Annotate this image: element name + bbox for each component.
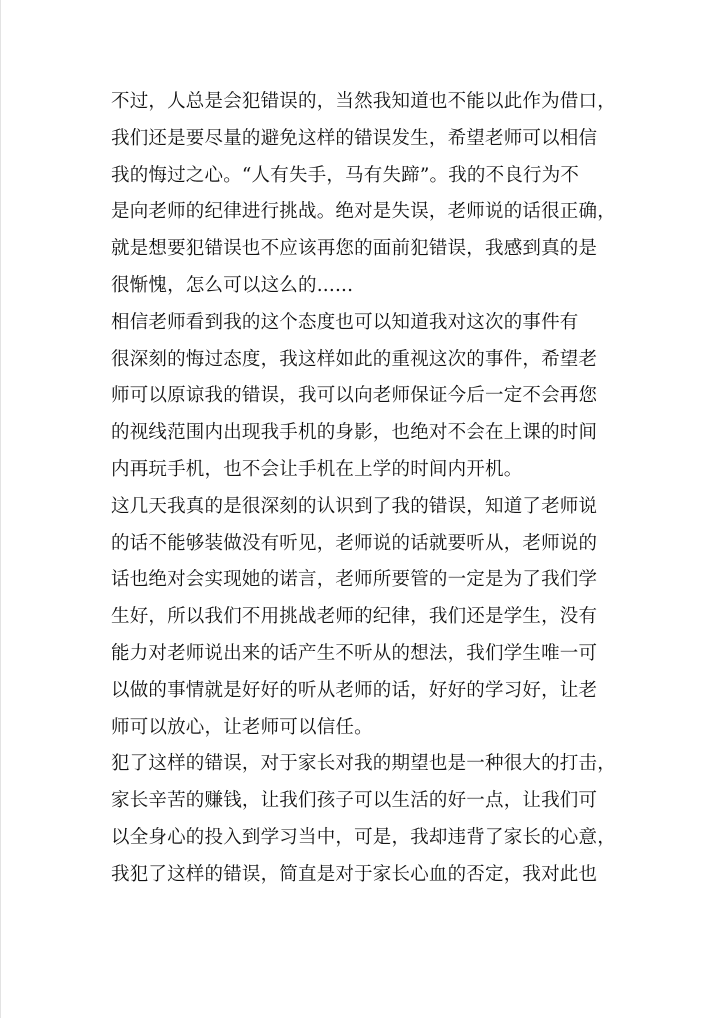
text-line: 很惭愧，怎么可以这么的...... bbox=[111, 274, 354, 296]
text-line: 很深刻的悔过态度，我这样如此的重视这次的事件，希望老 bbox=[111, 348, 598, 370]
text-line: 就是想要犯错误也不应该再您的面前犯错误，我感到真的是 bbox=[111, 238, 598, 260]
paragraph-3 bbox=[111, 489, 616, 747]
paragraph-1 bbox=[111, 84, 616, 305]
document-body bbox=[111, 84, 616, 894]
text-line: 是向老师的纪律进行挑战。绝对是失误，老师说的话很正确， bbox=[111, 201, 616, 223]
text-line: 我们还是要尽量的避免这样的错误发生，希望老师可以相信 bbox=[111, 127, 598, 149]
text-line: 我犯了这样的错误，简直是对于家长心血的否定，我对此也 bbox=[111, 863, 598, 885]
text-line: 不过，人总是会犯错误的，当然我知道也不能以此作为借口， bbox=[111, 91, 616, 112]
text-line: 生好，所以我们不用挑战老师的纪律，我们还是学生，没有 bbox=[111, 606, 598, 628]
text-line: 相信老师看到我的这个态度也可以知道我对这次的事件有 bbox=[111, 311, 579, 333]
text-line: 我的悔过之心。“人有失手，马有失蹄”。我的不良行为不 bbox=[111, 164, 580, 186]
text-line: 师可以原谅我的错误，我可以向老师保证今后一定不会再您 bbox=[111, 385, 598, 407]
text-line: 这几天我真的是很深刻的认识到了我的错误，知道了老师说 bbox=[111, 495, 598, 517]
paragraph-2 bbox=[111, 305, 616, 489]
text-line: 内再玩手机，也不会让手机在上学的时间内开机。 bbox=[111, 458, 523, 480]
text-line: 家长辛苦的赚钱，让我们孩子可以生活的好一点，让我们可 bbox=[111, 790, 598, 812]
text-line: 以全身心的投入到学习当中，可是，我却违背了家长的心意， bbox=[111, 826, 616, 848]
text-line: 能力对老师说出来的话产生不听从的想法，我们学生唯一可 bbox=[111, 642, 598, 664]
text-line: 的话不能够装做没有听见，老师说的话就要听从，老师说的 bbox=[111, 532, 598, 554]
text-line: 话也绝对会实现她的诺言，老师所要管的一定是为了我们学 bbox=[111, 569, 598, 591]
text-line: 犯了这样的错误，对于家长对我的期望也是一种很大的打击， bbox=[111, 753, 616, 775]
text-line: 以做的事情就是好好的听从老师的话，好好的学习好，让老 bbox=[111, 679, 598, 701]
paragraph-4 bbox=[111, 746, 616, 893]
text-line: 师可以放心，让老师可以信任。 bbox=[111, 716, 373, 738]
text-line: 的视线范围内出现我手机的身影，也绝对不会在上课的时间 bbox=[111, 422, 598, 444]
